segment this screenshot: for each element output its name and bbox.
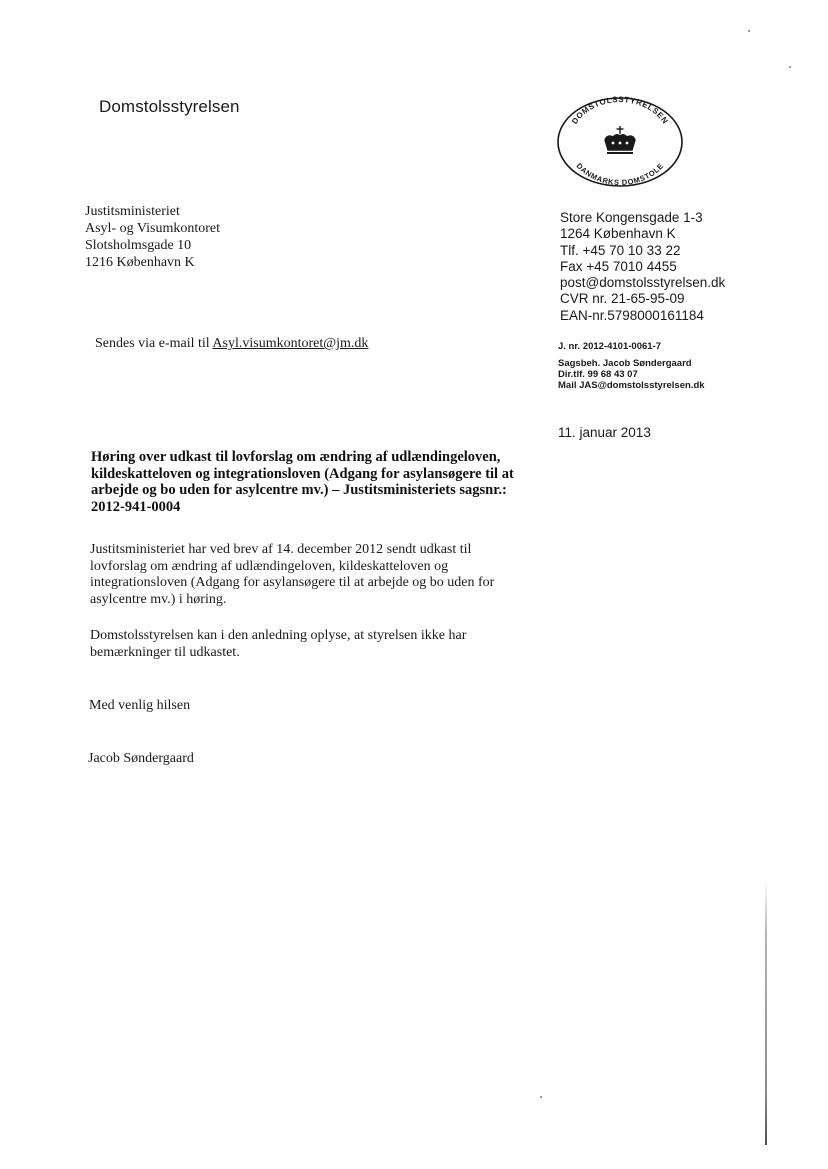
journal-number: J. nr. 2012-4101-0061-7 [558,341,661,352]
scan-speck [540,1096,542,1098]
letter-date: 11. januar 2013 [558,425,651,440]
recipient-email-link[interactable]: Asyl.visumkontoret@jm.dk [212,336,369,351]
closing-greeting: Med venlig hilsen [89,698,191,713]
send-via-email-line [95,336,368,352]
paragraph-line: bemærkninger til udkastet. [90,644,240,660]
subject-line: arbejde og bo uden for asylcentre mv.) – Justitsministeriets sagsnr.: [91,482,507,498]
contact-cvr: CVR nr. 21-65-95-09 [560,291,685,307]
paragraph-line: Justitsministeriet har ved brev af 14. december 2012 sendt udkast til [90,542,472,557]
svg-text:DOMSTOLSSTYRELSEN [570,96,670,126]
paragraph-line: asylcentre mv.) i høring. [90,591,227,607]
scan-edge-shadow [765,880,767,1145]
recipient-address [85,203,220,271]
recipient-line: Slotsholmsgade 10 [85,238,192,253]
subject-line: 2012-941-0004 [91,498,181,515]
recipient-line: 1216 København K [85,255,195,270]
send-via-label: Sendes via e-mail til [95,336,213,351]
contact-fax: Fax +45 7010 4455 [560,258,677,274]
case-handler: Sagsbeh. Jacob Søndergaard [558,358,692,369]
body-paragraph-1 [90,542,494,608]
sender-name: Domstolsstyrelsen [99,97,240,116]
body-paragraph-2 [90,628,466,661]
paragraph-line: Domstolsstyrelsen kan i den anledning oplyse, at styrelsen ikke har [90,628,467,643]
seal-bottom-text: DANMARKS DOMSTOLE [574,161,666,188]
contact-ean: EAN-nr.5798000161184 [560,307,704,323]
seal-top-text: DOMSTOLSSTYRELSEN [570,96,670,126]
signature-name: Jacob Søndergaard [88,751,194,766]
letter-subject [91,449,551,515]
scan-speck [789,66,791,68]
case-info-block [558,341,705,391]
paragraph-line: integrationsloven (Adgang for asylansøgere til at arbejde og bo uden for [90,575,495,590]
subject-line: kildeskatteloven og integrationsloven (Adgang for asylansøgere til at [91,465,514,482]
contact-phone: Tlf. +45 70 10 33 22 [560,242,681,258]
sender-contact-block [560,210,725,324]
paragraph-line: lovforslag om ændring af udlændingeloven, kildeskatteloven og [90,558,449,574]
domstolsstyrelsen-seal [555,96,685,188]
subject-line: Høring over udkast til lovforslag om ændring af udlændingeloven, [91,449,501,465]
direct-phone: Dir.tlf. 99 68 43 07 [558,369,638,380]
crown-icon [605,126,635,153]
contact-email: post@domstolsstyrelsen.dk [560,275,726,291]
svg-text:DANMARKS DOMSTOLE [575,161,666,187]
scan-speck [748,30,750,32]
recipient-line: Justitsministeriet [85,204,180,219]
contact-city: 1264 København K [560,226,676,242]
contact-street: Store Kongensgade 1-3 [560,210,703,225]
recipient-line: Asyl- og Visumkontoret [85,221,221,236]
handler-email: Mail JAS@domstolsstyrelsen.dk [558,380,705,391]
